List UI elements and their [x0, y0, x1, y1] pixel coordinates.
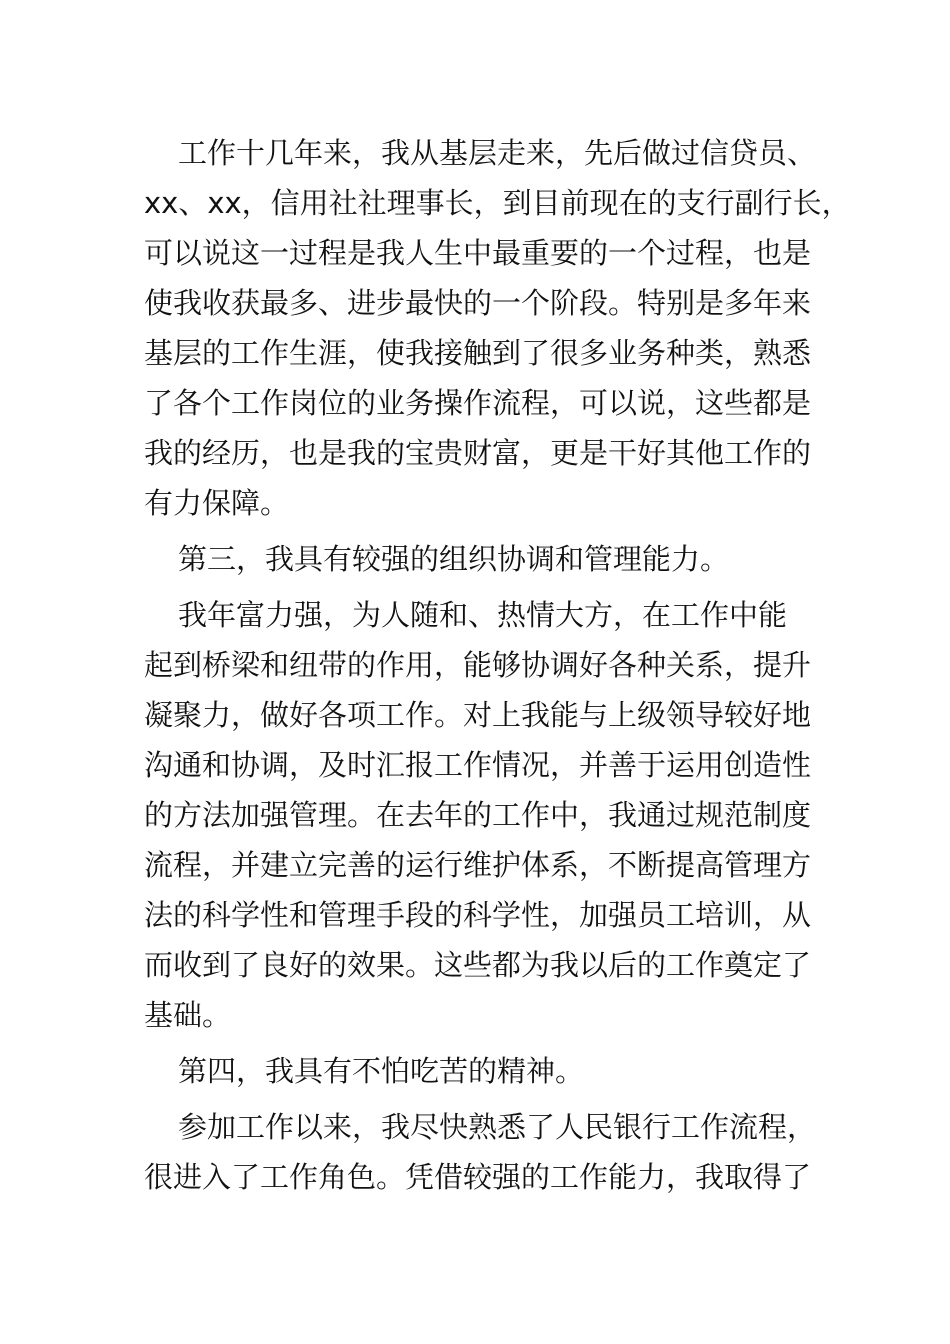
text-line: 我的经历，也是我的宝贵财富，更是干好其他工作的: [144, 436, 812, 470]
text-line: 工作十几年来，我从基层走来，先后做过信贷员、: [178, 136, 817, 170]
text-line: 流程，并建立完善的运行维护体系，不断提高管理方: [144, 848, 812, 882]
paragraph-management-ability: [144, 590, 816, 1040]
text-line: 可以说这一过程是我人生中最重要的一个过程，也是: [144, 236, 812, 270]
text-line: 了各个工作岗位的业务操作流程，可以说，这些都是: [144, 386, 812, 420]
text-line: 的方法加强管理。在去年的工作中，我通过规范制度: [144, 798, 812, 832]
paragraph-work-experience: [144, 128, 851, 528]
text-line: 有力保障。: [144, 486, 290, 520]
text-line: 参加工作以来，我尽快熟悉了人民银行工作流程，: [178, 1110, 817, 1144]
text-line: 起到桥梁和纽带的作用，能够协调好各种关系，提升: [144, 648, 812, 682]
text-line: 使我收获最多、进步最快的一个阶段。特别是多年来: [144, 286, 812, 320]
document-body: [144, 128, 851, 1202]
text-line: xx、xx，信用社社理事长，到目前现在的支行副行长，: [144, 186, 851, 220]
text-line: 很进入了工作角色。凭借较强的工作能力，我取得了: [144, 1160, 812, 1194]
text-line: 基层的工作生涯，使我接触到了很多业务种类，熟悉: [144, 336, 812, 370]
text-line: 我年富力强，为人随和、热情大方，在工作中能: [178, 598, 788, 632]
paragraph-heading-third: [144, 534, 816, 584]
text-line: 凝聚力，做好各项工作。对上我能与上级领导较好地: [144, 698, 812, 732]
text-line: 基础。: [144, 998, 232, 1032]
section-heading: 第四，我具有不怕吃苦的精神。: [178, 1054, 585, 1088]
text-line: 沟通和协调，及时汇报工作情况，并善于运用创造性: [144, 748, 812, 782]
text-line: 而收到了良好的效果。这些都为我以后的工作奠定了: [144, 948, 812, 982]
section-heading: 第三，我具有较强的组织协调和管理能力。: [178, 542, 730, 576]
paragraph-heading-fourth: [144, 1046, 816, 1096]
text-line: 法的科学性和管理手段的科学性，加强员工培训，从: [144, 898, 812, 932]
paragraph-hardworking: [144, 1102, 816, 1202]
